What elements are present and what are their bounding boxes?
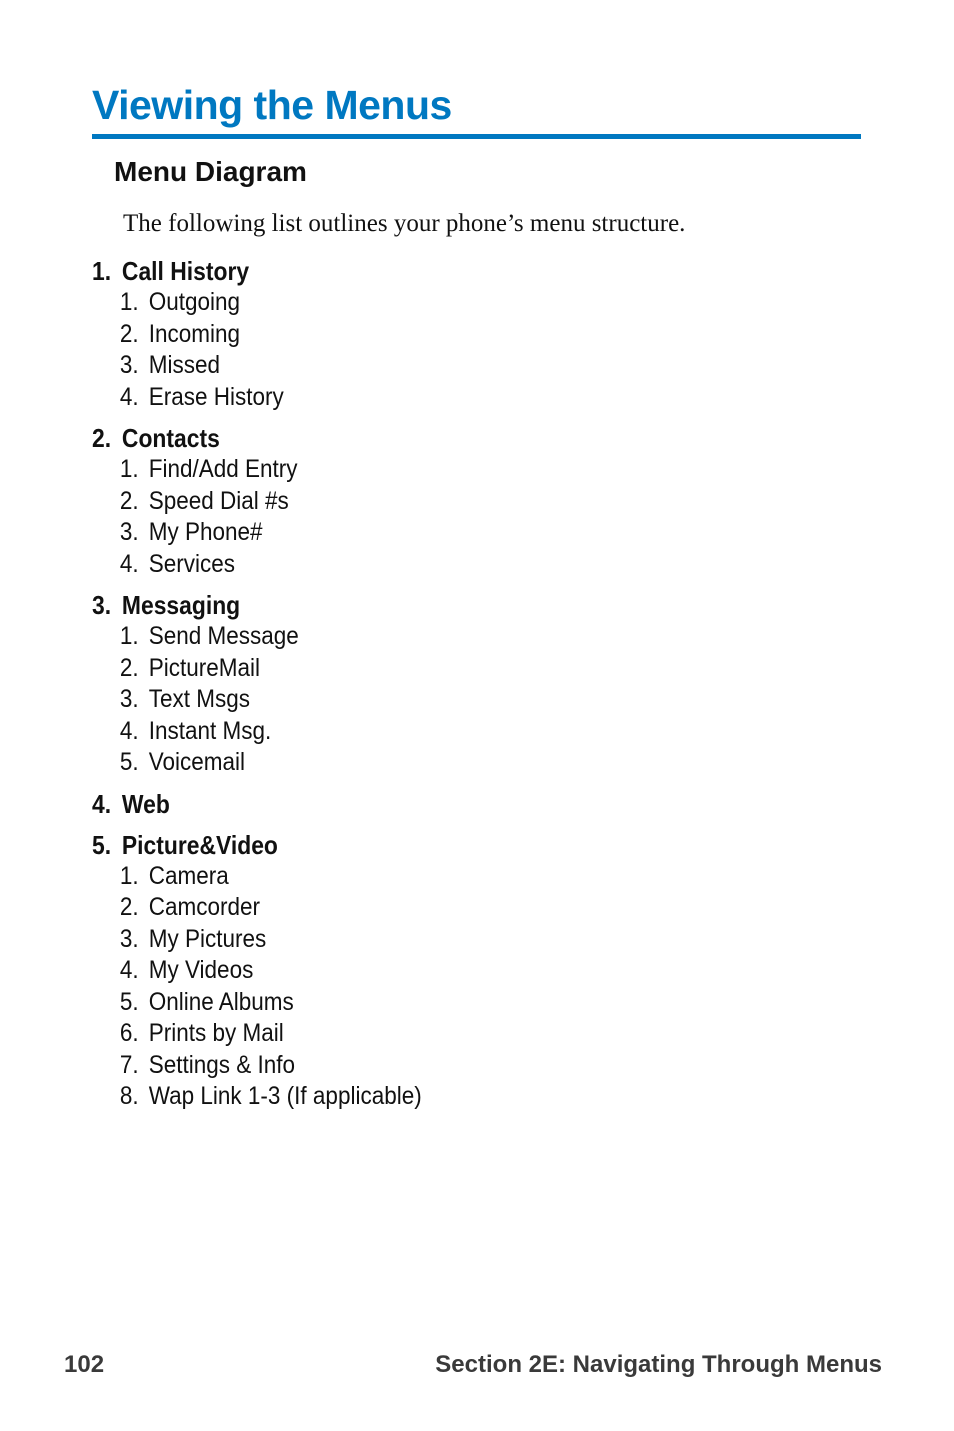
item-number: 4. [119, 549, 139, 578]
item-number: 7. [119, 1050, 139, 1079]
category-label: Picture&Video [121, 829, 278, 860]
item-number: 3. [119, 685, 139, 713]
menu-item [92, 549, 722, 581]
menu-category [92, 590, 792, 779]
item-label: Settings & Info [148, 1050, 296, 1079]
menu-item [92, 684, 722, 716]
menu-item [92, 653, 722, 685]
title-rule [92, 134, 861, 139]
item-number: 8. [119, 1082, 139, 1110]
item-label: PictureMail [148, 653, 260, 682]
item-label: Missed [148, 351, 220, 379]
page-footer [64, 1351, 882, 1379]
menu-category [92, 830, 792, 1113]
category-heading [92, 256, 708, 287]
category-label: Call History [121, 256, 250, 286]
menu-category [92, 423, 792, 580]
item-label: Wap Link 1-3 (If applicable) [148, 1082, 422, 1110]
page-number: 102 [64, 1351, 105, 1378]
menu-item [92, 955, 722, 987]
category-label: Web [121, 788, 170, 819]
item-number: 1. [119, 861, 139, 890]
item-number: 1. [119, 455, 139, 483]
item-label: My Pictures [148, 924, 267, 953]
menu-item [92, 924, 722, 956]
item-label: Camera [148, 861, 229, 890]
item-label: Instant Msg. [148, 716, 272, 745]
item-number: 5. [119, 987, 139, 1016]
menu-item [92, 747, 722, 779]
item-label: Online Albums [148, 987, 294, 1016]
item-label: Incoming [148, 319, 241, 348]
item-number: 2. [119, 653, 139, 682]
item-label: Text Msgs [148, 685, 250, 713]
menu-item [92, 454, 722, 486]
item-number: 2. [119, 486, 139, 515]
item-label: My Phone# [148, 518, 263, 546]
menu-item [92, 1050, 722, 1082]
category-number: 1. [92, 256, 112, 286]
item-label: Erase History [148, 382, 284, 411]
menu-category [92, 256, 792, 413]
item-number: 1. [119, 288, 139, 316]
category-label: Messaging [121, 590, 241, 620]
category-number: 3. [92, 590, 112, 620]
item-number: 5. [119, 748, 139, 776]
menu-item [92, 621, 722, 653]
item-number: 3. [119, 924, 139, 953]
menu-list [92, 256, 792, 1123]
item-label: Speed Dial #s [148, 486, 289, 515]
item-number: 3. [119, 518, 139, 546]
item-number: 2. [119, 319, 139, 348]
category-number: 5. [92, 829, 112, 860]
menu-item [92, 1018, 722, 1050]
menu-item [92, 716, 722, 748]
item-label: Outgoing [148, 288, 241, 316]
category-heading [92, 830, 708, 861]
item-number: 2. [119, 893, 139, 921]
category-heading [92, 423, 708, 454]
item-number: 3. [119, 351, 139, 379]
item-label: Prints by Mail [148, 1019, 284, 1047]
menu-item [92, 987, 722, 1019]
menu-item [92, 892, 722, 924]
category-heading [92, 590, 708, 621]
intro-text: The following list outlines your phone’s menu structure. [123, 210, 686, 237]
item-number: 1. [119, 622, 139, 650]
menu-item [92, 517, 722, 549]
category-label: Contacts [121, 423, 220, 453]
category-number: 4. [92, 788, 112, 819]
category-heading [92, 789, 708, 820]
item-number: 4. [119, 956, 139, 984]
item-number: 4. [119, 382, 139, 411]
menu-item [92, 486, 722, 518]
item-label: Find/Add Entry [148, 455, 298, 483]
menu-item [92, 350, 722, 382]
item-label: Camcorder [148, 893, 260, 921]
item-label: Voicemail [148, 748, 245, 776]
page-title: Viewing the Menus [92, 82, 452, 128]
item-label: Send Message [148, 622, 299, 650]
item-label: My Videos [148, 956, 254, 984]
section-heading: Menu Diagram [114, 156, 307, 187]
menu-item [92, 287, 722, 319]
menu-item [92, 319, 722, 351]
item-number: 4. [119, 716, 139, 745]
footer-section-label: Section 2E: Navigating Through Menus [435, 1351, 882, 1378]
category-number: 2. [92, 423, 112, 453]
item-number: 6. [119, 1019, 139, 1047]
menu-item [92, 1081, 722, 1113]
menu-item [92, 861, 722, 893]
menu-category [92, 789, 792, 820]
item-label: Services [148, 549, 235, 578]
menu-item [92, 382, 722, 414]
